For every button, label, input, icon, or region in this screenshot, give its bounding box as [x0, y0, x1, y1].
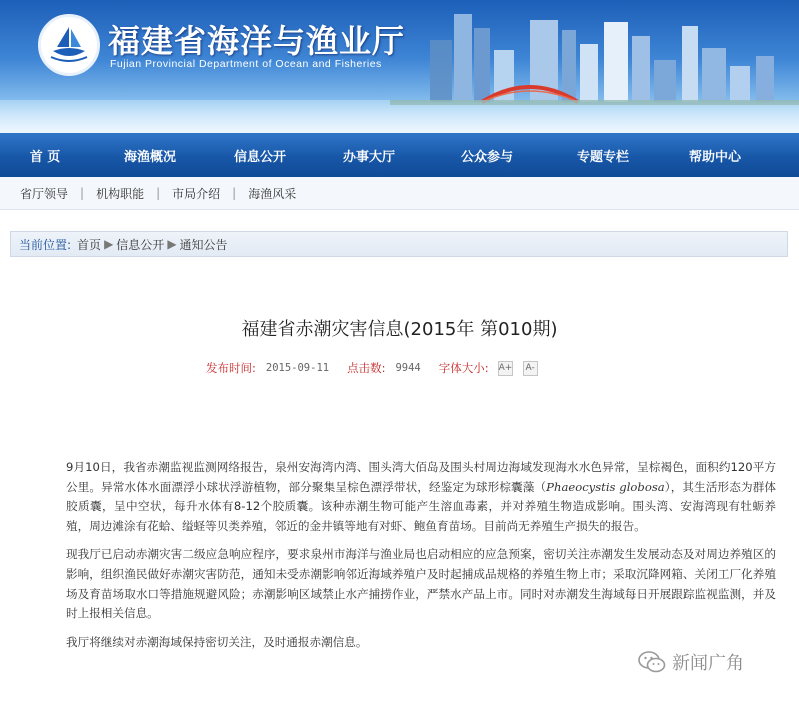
nav-item-special-topics[interactable]: 专题专栏	[576, 149, 629, 165]
article-meta	[206, 358, 538, 378]
sub-nav	[0, 177, 799, 210]
species-name: Phaeocystis globosa	[546, 479, 665, 494]
font-increase-button[interactable]: A+	[498, 361, 513, 376]
article-paragraph: 9月10日，我省赤潮监视监测网络报告，泉州安海湾内湾、围头湾大佰岛及围头村周边海域发现海水水色异常，呈棕褐色，面积约120平方公里。异常水体水面漂浮小球状浮游植物，部分聚集呈棕色漂浮带状，经鉴定为球形棕囊藻（Phaeocystis globosa），其生活形态为群体胶质囊，呈中空状，每升水体有8-12个胶质囊。该种赤潮生物可能产生溶血毒素，并对养殖生物造成影响。围头湾、安海湾现有牡蛎养殖，周边滩涂有花蛤、缢蛏等贝类养殖，邻近的金井镇等地有对虾、鲍鱼育苗场。目前尚无养殖生产损失的报告。	[66, 460, 777, 533]
subnav-item-city-bureaus[interactable]: 市局介绍	[172, 186, 221, 201]
article-body	[66, 458, 776, 661]
click-count-label: 点击数:	[347, 361, 386, 375]
subnav-item-leaders[interactable]: 省厅领导	[20, 186, 69, 201]
site-title: 福建省海洋与渔业厅	[108, 22, 406, 60]
subnav-divider: |	[80, 186, 85, 200]
subnav-item-functions[interactable]: 机构职能	[96, 186, 145, 201]
nav-item-help-center[interactable]: 帮助中心	[688, 149, 741, 165]
font-decrease-button[interactable]: A-	[523, 361, 538, 376]
chevron-right-icon: ▶	[104, 237, 114, 251]
breadcrumb-label: 当前位置:	[19, 237, 72, 252]
subnav-divider: |	[232, 186, 237, 200]
nav-item-overview[interactable]: 海渔概况	[123, 149, 176, 165]
article-paragraph: 我厅将继续对赤潮海域保持密切关注，及时通报赤潮信息。	[66, 634, 368, 649]
wechat-icon	[638, 650, 666, 674]
breadcrumb-home[interactable]: 首页	[77, 237, 102, 252]
site-subtitle: Fujian Provincial Department of Ocean and Fisheries	[110, 58, 382, 70]
subnav-item-gallery[interactable]: 海渔风采	[248, 186, 297, 201]
subnav-divider: |	[156, 186, 161, 200]
chevron-right-icon: ▶	[167, 237, 177, 251]
click-count: 9944	[395, 362, 421, 374]
nav-item-home[interactable]: 首 页	[29, 149, 61, 165]
site-header	[0, 0, 799, 133]
breadcrumb	[10, 231, 788, 257]
main-nav	[0, 133, 799, 177]
nav-item-info-disclosure[interactable]: 信息公开	[233, 149, 286, 165]
watermark	[638, 647, 744, 677]
publish-date: 2015-09-11	[265, 362, 330, 374]
font-size-label: 字体大小:	[438, 361, 489, 375]
publish-date-label: 发布时间:	[206, 361, 256, 375]
article-title: 福建省赤潮灾害信息(2015年 第010期)	[241, 319, 558, 340]
article-paragraph: 现我厅已启动赤潮灾害二级应急响应程序，要求泉州市海洋与渔业局也启动相应的应急预案，密切关注赤潮发生发展动态及对周边养殖区的影响，组织渔民做好赤潮灾害防范，通知未受赤潮影响邻近海域养殖户及时起捕成品规格的养殖生物上市；采取沉降网箱、关闭工厂化养殖场及育苗场取水口等措施规避风险；赤潮影响区域禁止水产捕捞作业，严禁水产品上市。同时对赤潮发生海域每日开展跟踪监视监测，并及时上报相关信息。	[66, 547, 776, 621]
breadcrumb-notices[interactable]: 通知公告	[179, 237, 228, 252]
nav-item-service-hall[interactable]: 办事大厅	[342, 149, 395, 165]
sailboat-logo-icon[interactable]	[38, 14, 100, 76]
watermark-text: 新闻广角	[672, 653, 744, 674]
nav-item-public-participation[interactable]: 公众参与	[460, 149, 513, 165]
breadcrumb-info-disclosure[interactable]: 信息公开	[116, 237, 165, 252]
water-strip	[0, 100, 799, 133]
